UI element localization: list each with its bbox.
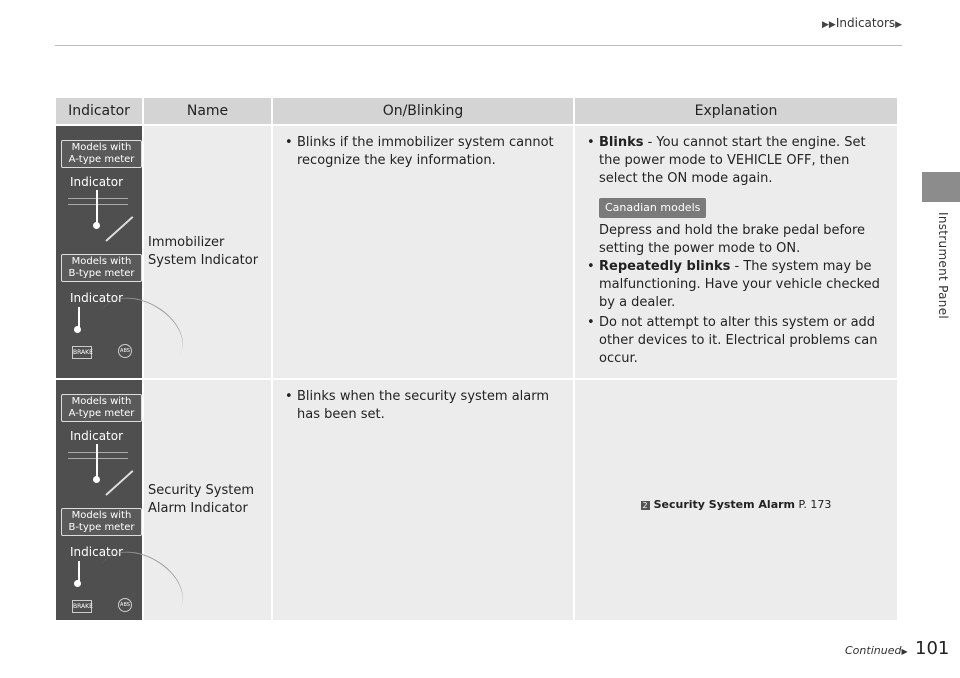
indicator-label: Indicator xyxy=(70,175,124,189)
continued-arrow-icon: ▶ xyxy=(901,647,908,656)
reference-arrow-icon: 2 xyxy=(642,501,648,510)
brake-hold-icon: BRAKE xyxy=(72,600,92,613)
table-row xyxy=(56,126,897,378)
indicator-label: Indicator xyxy=(70,545,124,559)
indicator-illustration xyxy=(56,380,142,620)
col-header-indicator: Indicator xyxy=(56,98,142,124)
indicator-label: Indicator xyxy=(70,291,124,305)
arrow-icon: ▶ xyxy=(895,20,903,30)
table-header-row xyxy=(56,98,897,124)
indicator-illustration xyxy=(56,126,142,378)
models-a-badge: Models with A-type meter xyxy=(61,140,142,168)
on-blinking-cell xyxy=(273,380,573,620)
indicator-pointer-dot xyxy=(74,326,81,333)
indicator-pointer-dot xyxy=(93,222,100,229)
indicator-pointer-dot xyxy=(93,476,100,483)
models-b-badge: Models with B-type meter xyxy=(61,254,142,282)
abs-icon: ABS xyxy=(118,344,132,358)
col-header-explanation: Explanation xyxy=(575,98,897,124)
explanation-cell xyxy=(575,380,897,620)
explanation-item: • Do not attempt to alter this system or add other devices to it. Electrical problems can occur. xyxy=(585,314,887,368)
indicator-name: Immobilizer System Indicator xyxy=(144,126,271,378)
page-number: 101 xyxy=(915,638,950,659)
section-side-label: Instrument Panel xyxy=(936,212,950,320)
models-b-badge: Models with B-type meter xyxy=(61,508,142,536)
on-blinking-item: • Blinks when the security system alarm has been set. xyxy=(283,388,565,424)
breadcrumb xyxy=(822,16,902,30)
canadian-models-badge: Canadian models xyxy=(599,198,706,218)
explanation-item: • Blinks - You cannot start the engine. Set the power mode to VEHICLE OFF, then select the ON mode again. xyxy=(585,134,887,188)
double-arrow-icon: ▶▶ xyxy=(822,20,836,30)
table-row xyxy=(56,380,897,620)
col-header-on-blinking: On/Blinking xyxy=(273,98,573,124)
indicator-label: Indicator xyxy=(70,429,124,443)
abs-icon: ABS xyxy=(118,598,132,612)
explanation-cell xyxy=(575,126,897,378)
explanation-item: • Repeatedly blinks - The system may be malfunctioning. Have your vehicle checked by a dealer. xyxy=(585,258,887,312)
breadcrumb-label: Indicators xyxy=(835,16,896,30)
indicator-table xyxy=(54,96,899,622)
models-a-badge: Models with A-type meter xyxy=(61,394,142,422)
continued-label: Continued▶ xyxy=(845,644,908,657)
canadian-note: Depress and hold the brake pedal before setting the power mode to ON. xyxy=(599,223,866,256)
indicator-name: Security System Alarm Indicator xyxy=(144,380,271,620)
on-blinking-item: • Blinks if the immobilizer system cannot recognize the key information. xyxy=(283,134,565,170)
cross-reference-link[interactable]: 2 Security System Alarm P. 173 xyxy=(642,498,832,511)
on-blinking-cell xyxy=(273,126,573,378)
header-rule xyxy=(55,45,902,46)
brake-hold-icon: BRAKE xyxy=(72,346,92,359)
col-header-name: Name xyxy=(144,98,271,124)
section-tab xyxy=(922,172,960,202)
indicator-pointer-dot xyxy=(74,580,81,587)
